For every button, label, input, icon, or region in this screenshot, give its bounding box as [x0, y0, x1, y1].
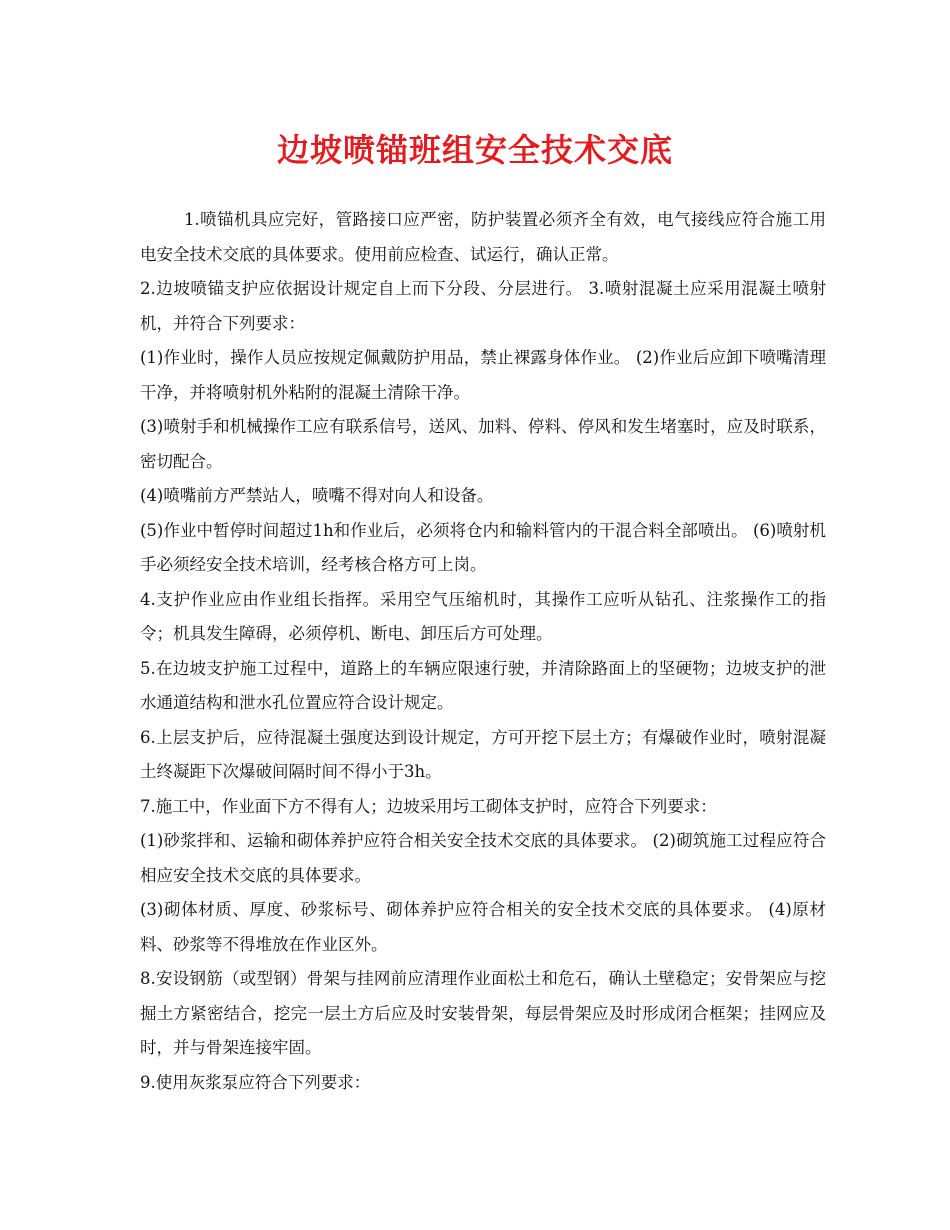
paragraph-12: (3)砌体材质、厚度、砂浆标号、砌体养护应符合相关的安全技术交底的具体要求。 (4)原材料、砂浆等不得堆放在作业区外。	[140, 900, 826, 954]
paragraph-11: (1)砂浆拌和、运输和砌体养护应符合相关安全技术交底的具体要求。 (2)砌筑施工过程应符合相应安全技术交底的具体要求。	[140, 831, 826, 885]
paragraph-13: 8.安设钢筋（或型钢）骨架与挂网前应清理作业面松土和危石，确认土壁稳定；安骨架应与挖掘土方紧密结合，挖完一层土方后应及时安装骨架，每层骨架应及时形成闭合框架；挂网应及时，并与骨架连接牢固。	[140, 969, 826, 1057]
paragraph-3: (1)作业时，操作人员应按规定佩戴防护用品，禁止裸露身体作业。 (2)作业后应卸下喷嘴清理干净，并将喷射机外粘附的混凝土清除干净。	[140, 348, 826, 402]
page-title: 边坡喷锚班组安全技术交底	[276, 131, 673, 169]
paragraph-9: 6.上层支护后，应待混凝土强度达到设计规定，方可开挖下层土方；有爆破作业时，喷射混凝土终凝距下次爆破间隔时间不得小于3h。	[140, 727, 826, 781]
paragraph-8: 5.在边坡支护施工过程中，道路上的车辆应限速行驶，并清除路面上的坚硬物；边坡支护的泄水通道结构和泄水孔位置应符合设计规定。	[140, 658, 826, 712]
paragraph-10: 7.施工中，作业面下方不得有人；边坡采用圬工砌体支护时，应符合下列要求：	[140, 796, 717, 816]
document-body	[140, 203, 826, 1100]
paragraph-6: (5)作业中暂停时间超过1h和作业后，必须将仓内和输料管内的干混合料全部喷出。 (6)喷射机手必须经安全技术培训，经考核合格方可上岗。	[140, 520, 826, 574]
paragraph-2: 2.边坡喷锚支护应依据设计规定自上而下分段、分层进行。 3.喷射混凝土应采用混凝土喷射机，并符合下列要求：	[140, 279, 826, 333]
paragraph-4: (3)喷射手和机械操作工应有联系信号，送风、加料、停料、停风和发生堵塞时，应及时联系，密切配合。	[140, 417, 826, 471]
paragraph-1: 1.喷锚机具应完好，管路接口应严密，防护装置必须齐全有效，电气接线应符合施工用电安全技术交底的具体要求。使用前应检查、试运行，确认正常。	[140, 210, 826, 264]
paragraph-5: (4)喷嘴前方严禁站人，喷嘴不得对向人和设备。	[140, 486, 494, 505]
paragraph-14: 9.使用灰浆泵应符合下列要求：	[140, 1072, 371, 1092]
paragraph-7: 4.支护作业应由作业组长指挥。采用空气压缩机时，其操作工应听从钻孔、注浆操作工的指令；机具发生障碍，必须停机、断电、卸压后方可处理。	[140, 589, 826, 643]
